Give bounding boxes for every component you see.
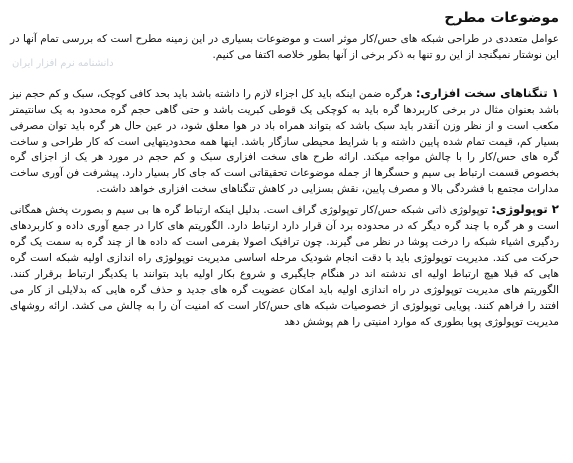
section-body: هرگره ضمن اینکه باید کل اجزاء لازم را داشته باشد باید بحد کافی کوچک، سبک و کم حجم نیز باشد بعنوان مثال در برخی کاربردها گره باید به کوچکی یک قوطی کبریت باشد و حتی گاهی حجم گره محدود به یک سانتیمتر مکعب است و از نظر وزن آنقدر باید سبک باشد که بتواند همراه باد در هوا معلق شود، در عین حال هر گره باید توان مصرفی بسیار کم، قیمت تمام شده پایین داشته و با شرایط محیطی سازگار باشد. اینها همه محدودیتهایی است که کار طراحی و ساخت گره های حس/کار را با چالش مواجه میکند. ارائه طرح های سخت افزاری سبک و کم حجم در مورد هر یک از اجزای گره بخصوص قسمت ارتباط بی سیم و حسگرها از جمله موضوعات تحقیقاتی است که جای کار بسیار دارد. پیشرفت فن آوری ساخت مدارات مجتمع با فشردگی بالا و مصرف پایین، نقش بسزایی در کاهش تنگناهای سخت افزاری خواهد داشت. [10, 87, 559, 196]
section-body: توپولوژی ذاتی شبکه حس/کار توپولوژی گراف است. بدلیل اینکه ارتباط گره ها بی سیم و بصورت پخش همگانی است و هر گره با چند گره دیگر که در محدوده برد آن قرار دارد ارتباط دارد. الگوریتم های کارا در جمع آوری داده و کاربردهای ردگیری اشیاء شبکه را درخت پوشا در نظر می گیرند. چون ترافیک اصولا بفرمی است که داده ها از چند گره به سمت یک گره حرکت می کند. مدیریت توپولوژی باید با دقت انجام شودیک مرحله اساسی مدیریت توپولوژی راه اندازی اولیه شبکه است گره هایی که قبلا هیچ ارتباط اولیه ای ندشته اند در هنگام جایگیری و شروع بکار اولیه باید بتوانند با یکدیگر ارتباط برقرار کنند. الگوریتم های مدیریت توپولوژی در راه اندازی اولیه باید امکان عضویت گره های جدید و حذف گره هایی که بدلایلی از کار می افتند را فراهم کنند. پویایی توپولوژی از خصوصیات شبکه های حس/کار است که امنیت آن را به چالش می کشد. ارائه روشهای مدیریت توپولوژی پویا بطوری که موارد امنیتی را هم پوشش دهد [10, 204, 559, 328]
section-number: ۱ [551, 85, 559, 100]
section-number: ۲ [551, 202, 559, 217]
section-heading: تنگناهای سخت افزاری: [415, 85, 548, 100]
intro-paragraph: عوامل متعددی در طراحی شبکه های حس/کار موثر است و موضوعات بسیاری در این زمینه مطرح است که بررسی تمام آنها در این نوشتار نمیگنجد از این رو تنها به ذکر برخی از آنها بطور خلاصه اکتفا می کنیم. [10, 33, 559, 61]
section-heading: توپولوژی: [491, 202, 548, 217]
watermark: دانشنامه نرم افزار ایران [12, 58, 114, 69]
page-title: موضوعات مطرح [444, 10, 559, 26]
section-topology [10, 202, 559, 330]
section-hardware [10, 86, 559, 198]
